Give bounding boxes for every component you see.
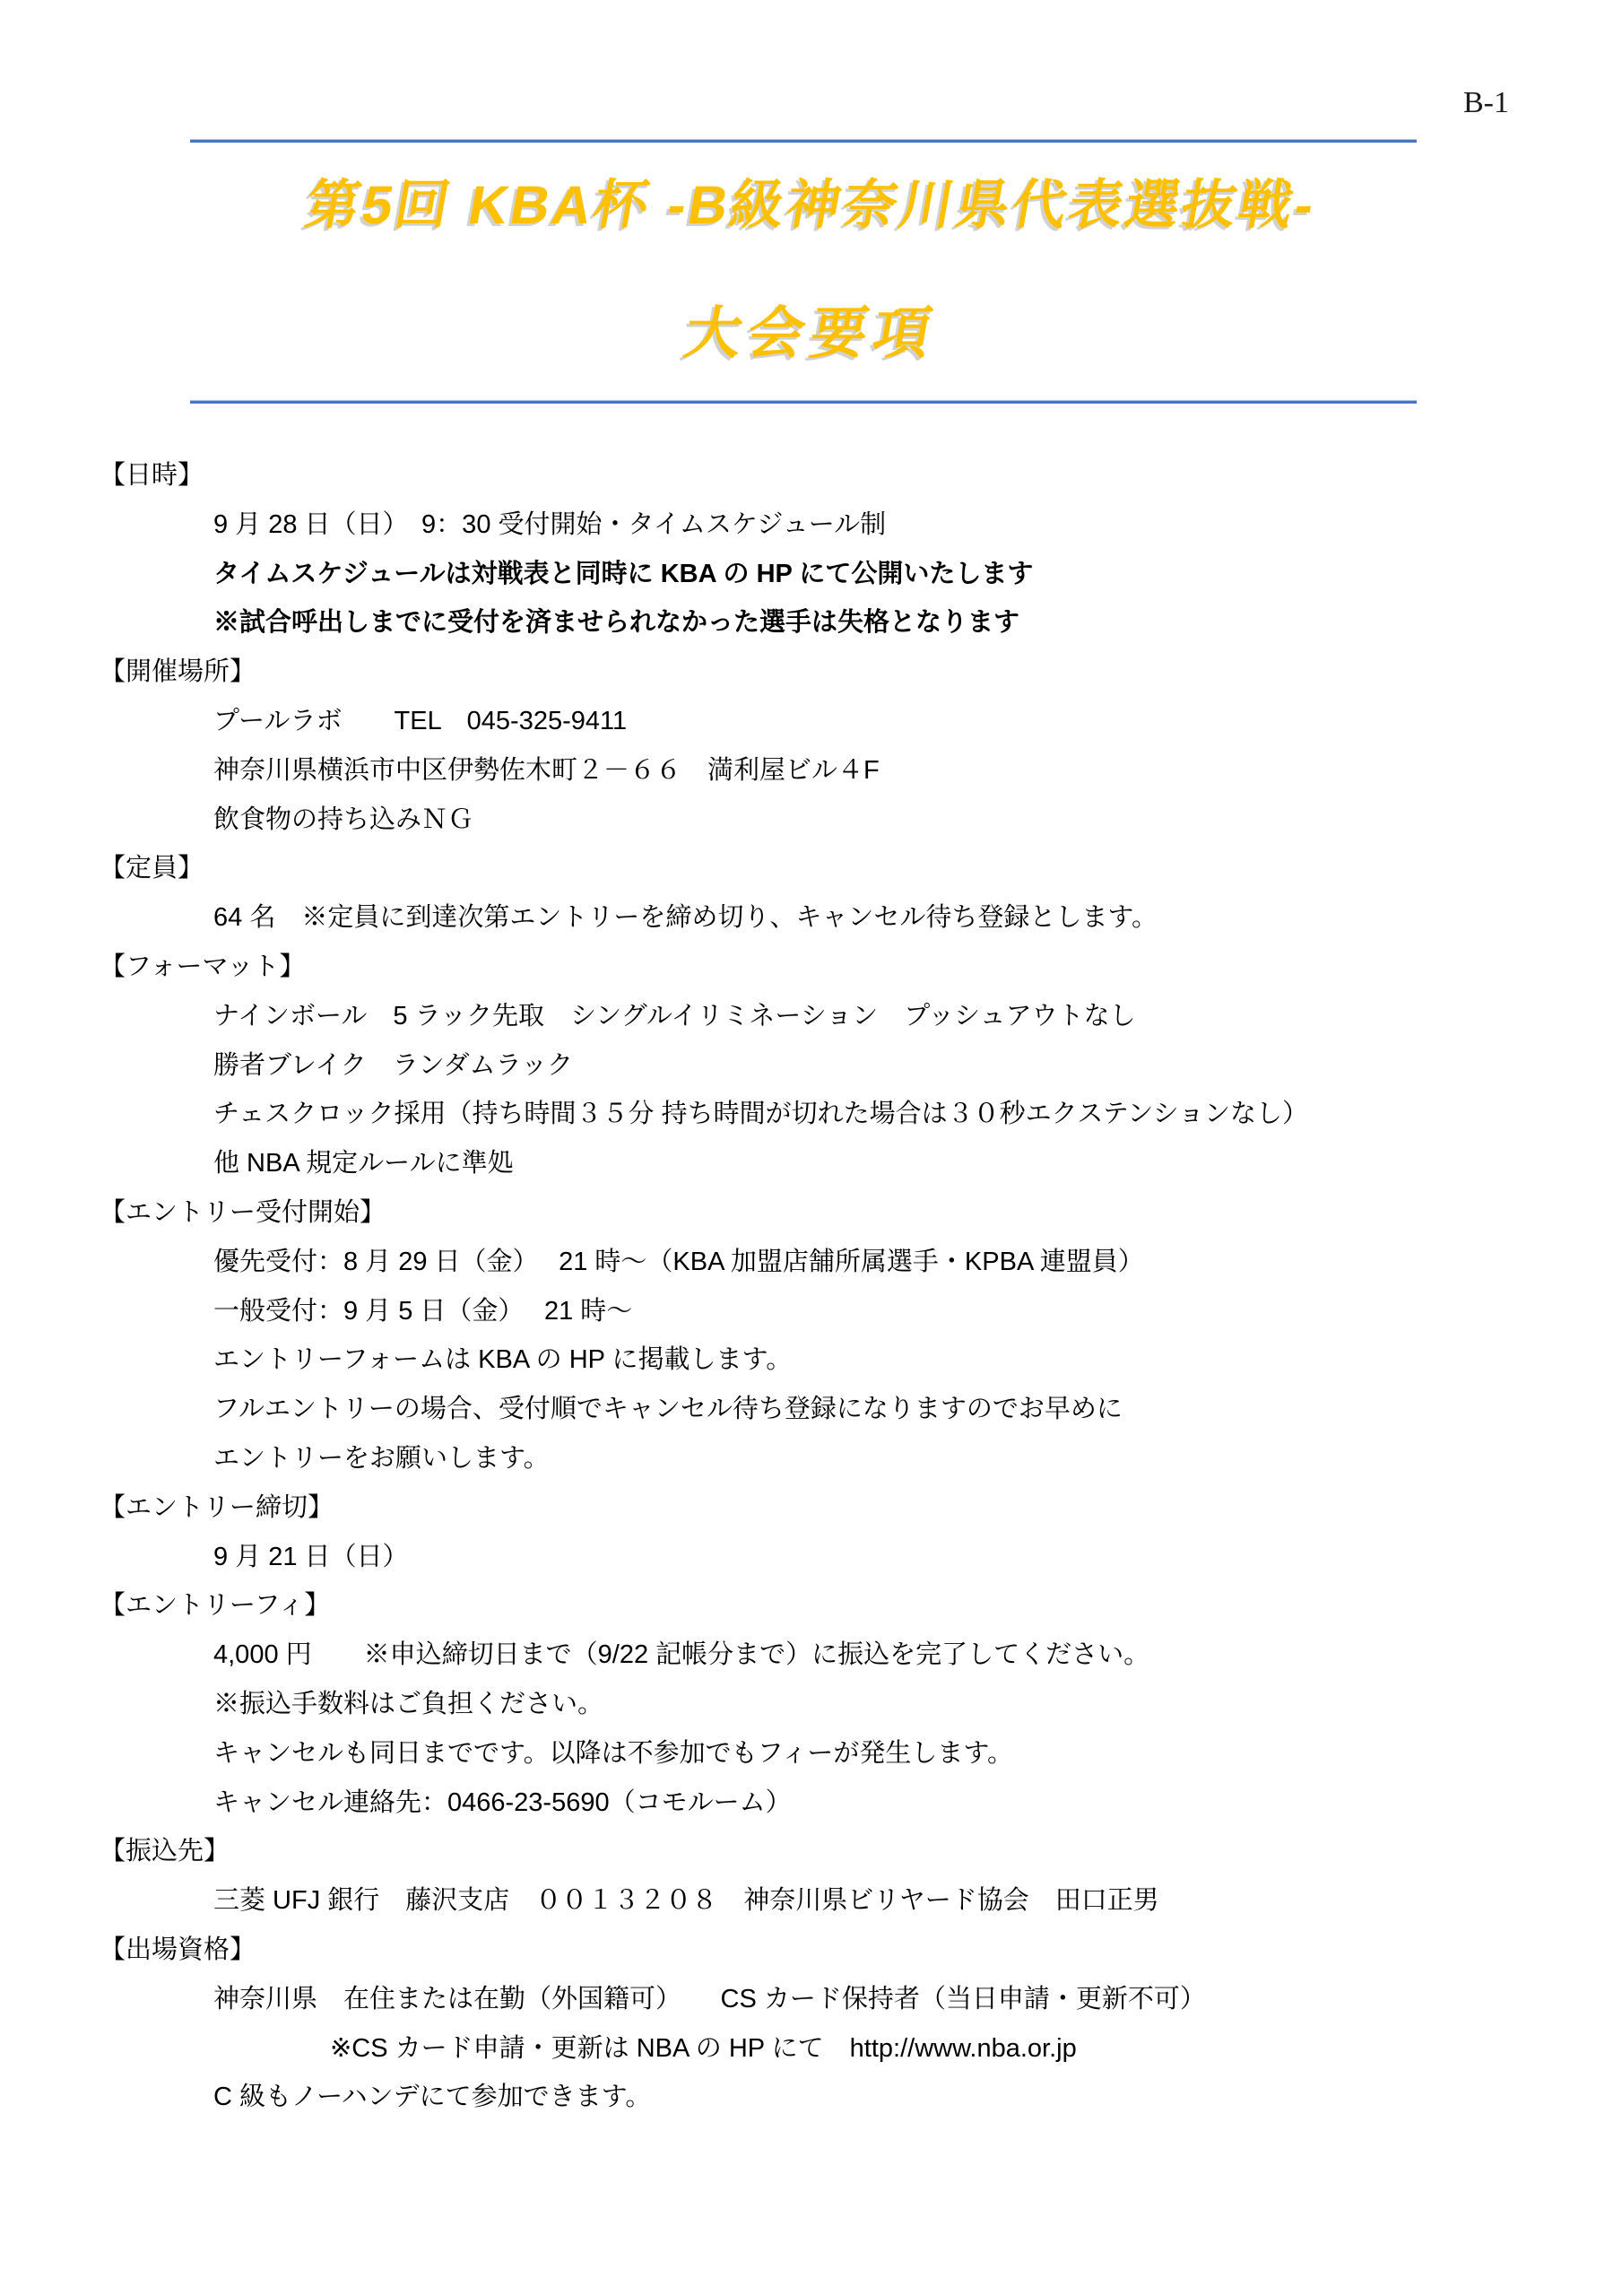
body-line: ナインボール 5 ラック先取 シングルイリミネーション プッシュアウトなし [213, 1001, 1136, 1031]
body-line: 他 NBA 規定ルールに準処 [213, 1149, 514, 1178]
body-line: ※振込手数料はご負担ください。 [213, 1689, 604, 1718]
section-header: 【定員】 [100, 854, 204, 883]
title-bottom-rule [190, 400, 1417, 404]
body-line: 勝者ブレイク ランダムラック [213, 1050, 574, 1080]
title-top-rule [190, 139, 1417, 143]
section-header: 【出場資格】 [100, 1935, 256, 1964]
body-line: ※試合呼出しまでに受付を済ませられなかった選手は失格となります [213, 608, 1020, 638]
body-line: 4,000 円 ※申込締切日まで（9/22 記帳分まで）に振込を完了してください。 [213, 1640, 1150, 1670]
body-line: エントリーをお願いします。 [213, 1443, 550, 1473]
body-line: 一般受付：9 月 5 日（金） 21 時～ [213, 1296, 633, 1326]
body-line: プールラボ TEL 045-325-9411 [213, 706, 628, 735]
section-header: 【振込先】 [100, 1837, 230, 1866]
document-body [0, 451, 1622, 2122]
body-line: キャンセル連絡先：0466-23-5690（コモルーム） [213, 1787, 792, 1817]
body-line: C 級もノーハンデにて参加できます。 [213, 2083, 652, 2112]
body-line: 神奈川県 在住または在勤（外国籍可） CS カード保持者（当日申請・更新不可） [213, 1984, 1206, 2013]
body-line: 9 月 21 日（日） [213, 1542, 409, 1571]
body-line: ※CS カード申請・更新は NBA の HP にて http://www.nba.or.jp [330, 2033, 1077, 2063]
body-line: 64 名 ※定員に到達次第エントリーを締め切り、キャンセル待ち登録とします。 [213, 903, 1158, 933]
body-line: 優先受付：8 月 29 日（金） 21 時～（KBA 加盟店舗所属選手・KPBA 連盟員） [213, 1247, 1144, 1276]
page-number-label: B-1 [1463, 86, 1509, 119]
body-line: キャンセルも同日までです。以降は不参加でもフィーが発生します。 [213, 1738, 1014, 1768]
section-header: 【フォーマット】 [100, 952, 306, 981]
section-header: 【日時】 [100, 461, 204, 490]
document-subtitle: 大会要項 [680, 302, 942, 365]
section-header: 【エントリー受付開始】 [100, 1197, 386, 1227]
body-line: フルエントリーの場合、受付順でキャンセル待ち登録になりますのでお早めに [213, 1395, 1123, 1424]
body-line: タイムスケジュールは対戦表と同時に KBA の HP にて公開いたします [213, 559, 1034, 588]
body-line: 神奈川県横浜市中区伊勢佐木町２－６６ 満利屋ビル４F [213, 755, 880, 785]
body-line: 9 月 28 日（日） 9：30 受付開始・タイムスケジュール制 [213, 509, 887, 539]
section-header: 【開催場所】 [100, 657, 256, 687]
body-line: 飲食物の持ち込みＮＧ [213, 804, 474, 834]
body-line: 三菱 UFJ 銀行 藤沢支店 ００１３２０８ 神奈川県ビリヤード協会 田口正男 [213, 1886, 1159, 1916]
body-line: エントリーフォームは KBA の HP に掲載します。 [213, 1345, 793, 1375]
section-header: 【エントリー締切】 [100, 1492, 334, 1522]
section-header: 【エントリーフィ】 [100, 1591, 331, 1621]
body-line: チェスクロック採用（持ち時間３５分 持ち時間が切れた場合は３０秒エクステンションなし） [213, 1100, 1308, 1129]
document-title: 第5回 KBA杯 -B級神奈川県代表選抜戦- [300, 175, 1322, 235]
